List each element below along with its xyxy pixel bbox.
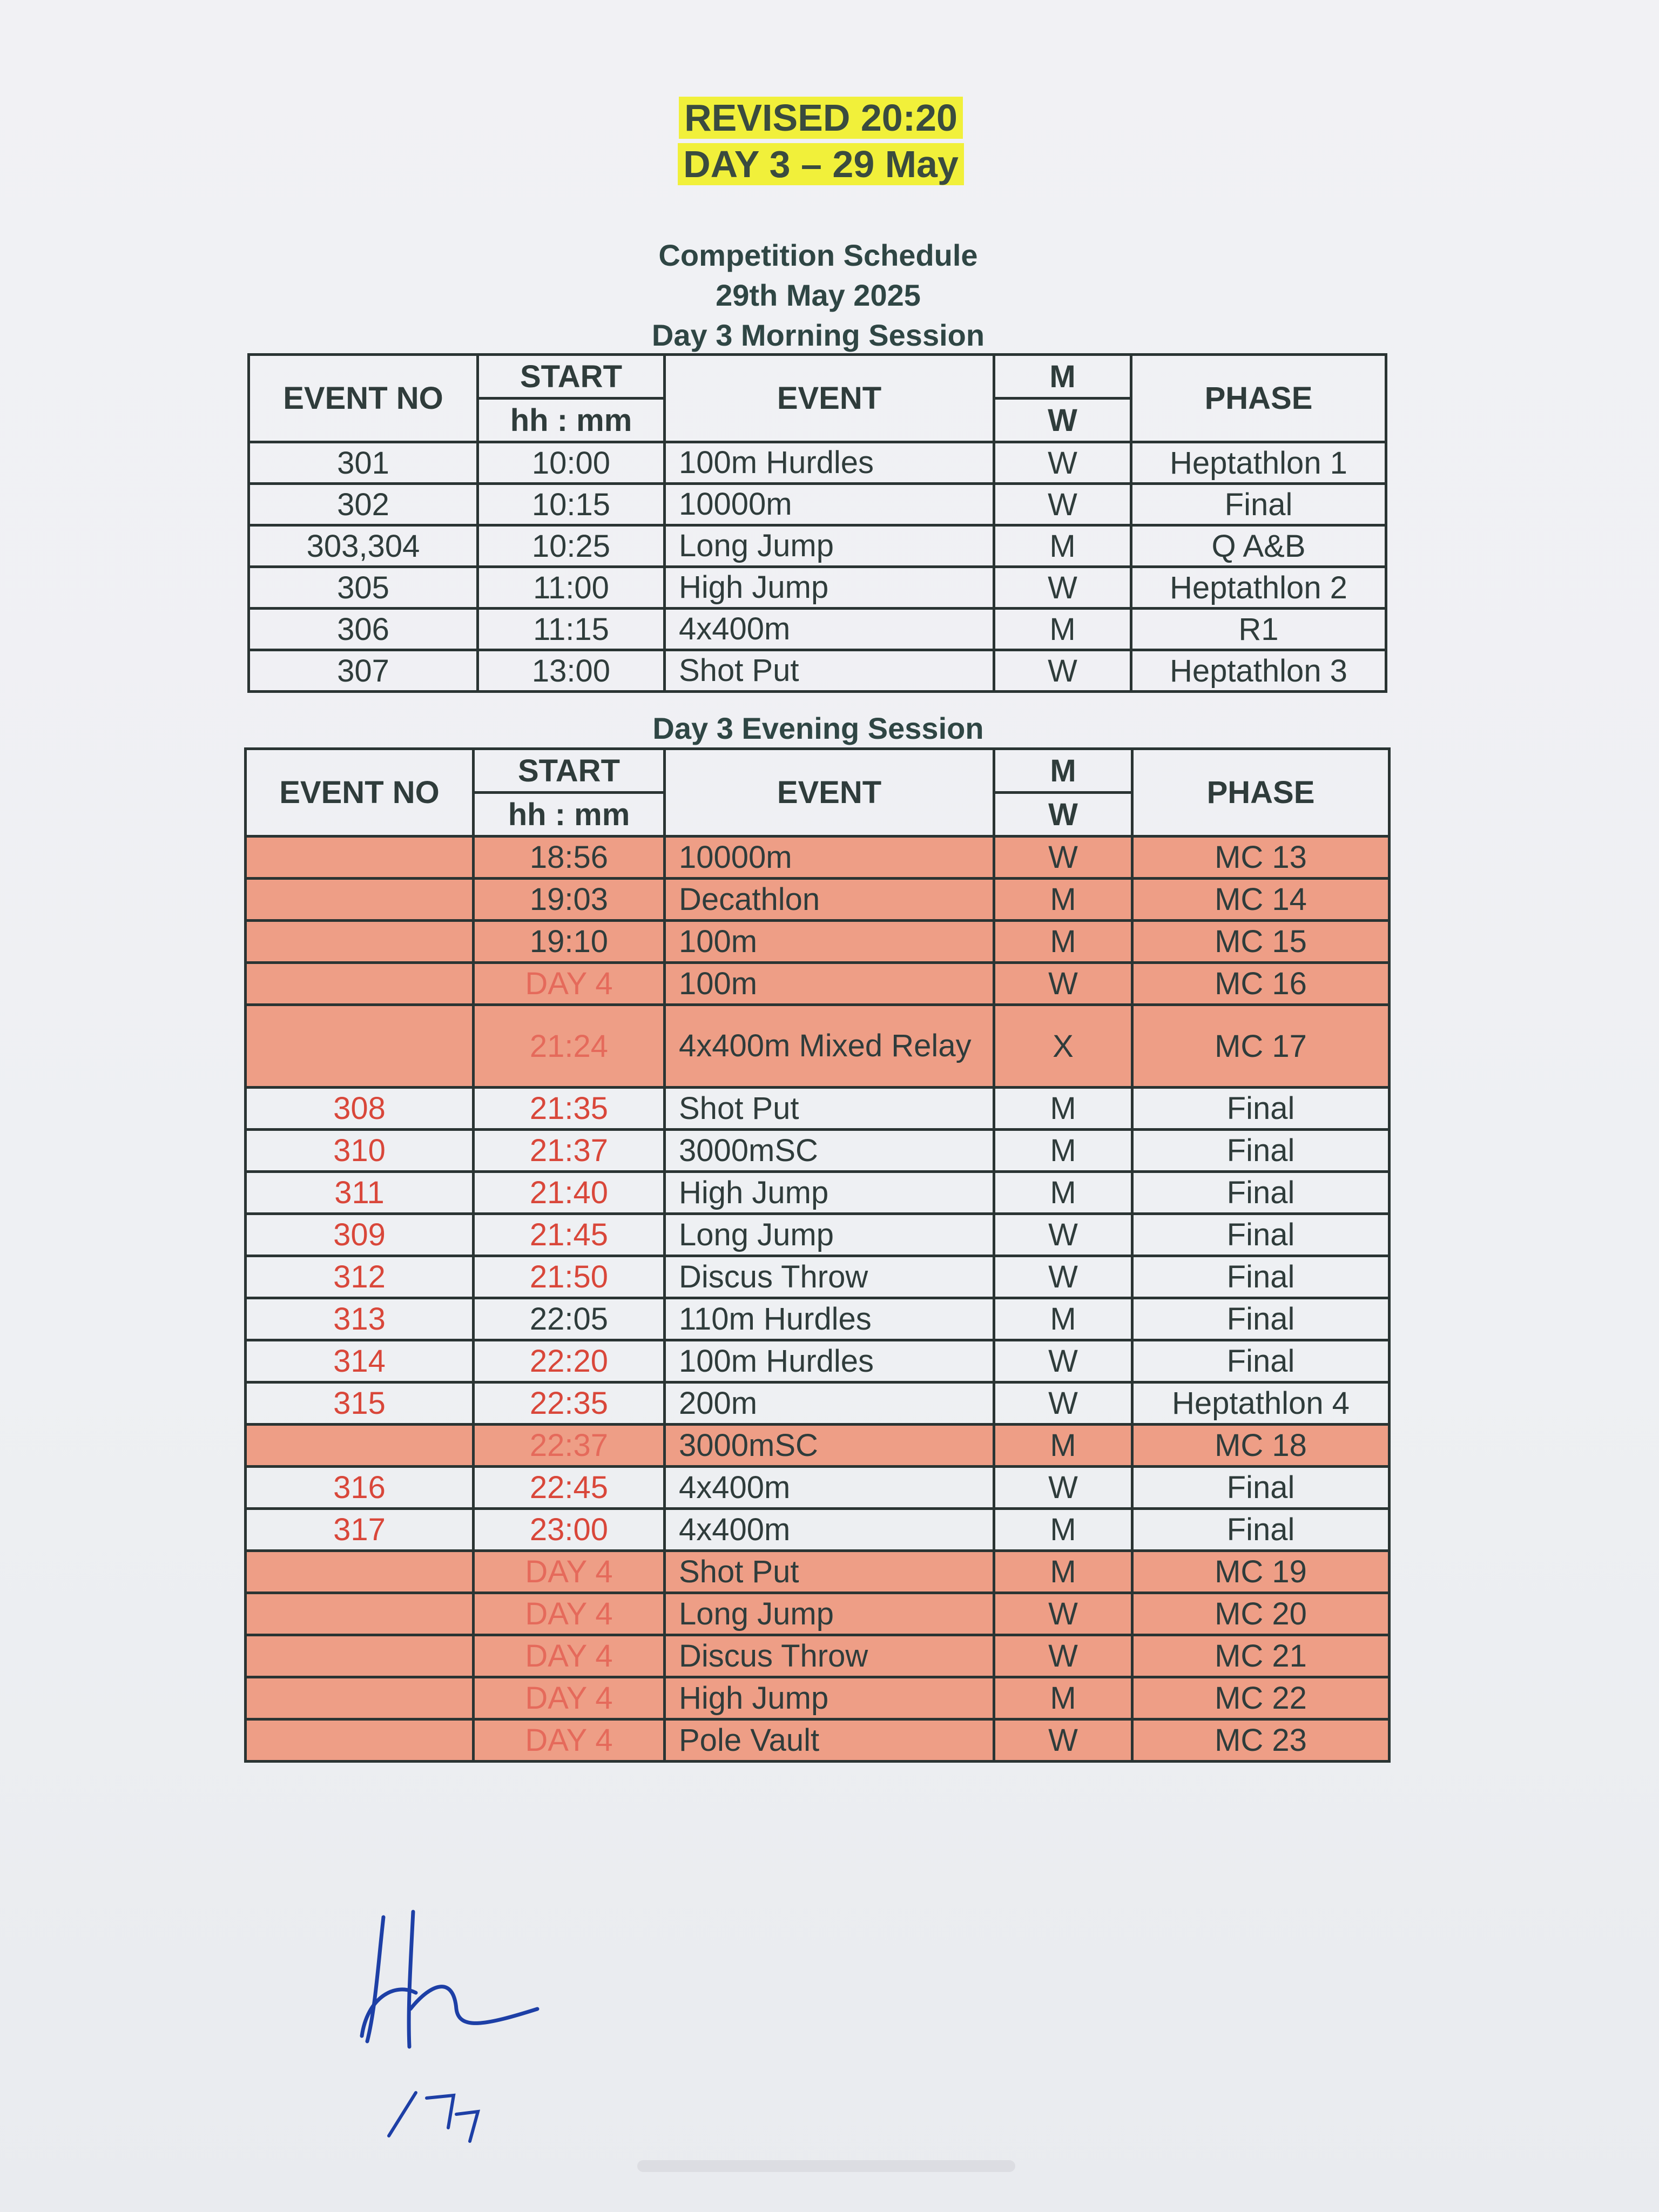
table-row	[249, 650, 1386, 692]
gender-cell: W	[994, 567, 1131, 609]
doc-date: 29th May 2025	[716, 278, 921, 312]
event-name-cell: 110m Hurdles	[665, 1298, 994, 1340]
table-row	[246, 1719, 1390, 1762]
header-phase: PHASE	[1131, 355, 1386, 442]
header-event-no: EVENT NO	[246, 749, 474, 837]
phase-cell: MC 14	[1132, 879, 1390, 921]
gender-cell: W	[994, 1214, 1132, 1256]
evening-schedule-table	[244, 747, 1391, 1763]
start-time-cell: 21:24	[474, 1005, 665, 1088]
phase-cell: R1	[1131, 609, 1386, 650]
header-gender-w: W	[994, 793, 1132, 837]
phase-cell: MC 23	[1132, 1719, 1390, 1762]
gender-cell: W	[994, 1340, 1132, 1382]
event-no-cell: 317	[246, 1509, 474, 1551]
event-no-cell: 311	[246, 1172, 474, 1214]
phase-cell: Final	[1132, 1298, 1390, 1340]
start-time-cell: 11:00	[478, 567, 665, 609]
table-row	[246, 1467, 1390, 1509]
table-row	[246, 1298, 1390, 1340]
table-row	[246, 1130, 1390, 1172]
gender-cell: M	[994, 1677, 1132, 1719]
morning-schedule-table	[247, 353, 1387, 693]
header-start-format: hh : mm	[474, 793, 665, 837]
event-name-cell: 10000m	[665, 837, 994, 879]
table-row	[249, 442, 1386, 484]
event-name-cell: High Jump	[665, 567, 994, 609]
gender-cell: M	[994, 1088, 1132, 1130]
event-name-cell: Long Jump	[665, 1214, 994, 1256]
event-name-cell: 100m	[665, 963, 994, 1005]
table-row	[246, 1214, 1390, 1256]
table-row	[246, 1551, 1390, 1593]
phase-cell: Q A&B	[1131, 525, 1386, 567]
event-no-cell	[246, 837, 474, 879]
table-row	[249, 567, 1386, 609]
event-name-cell: 100m	[665, 921, 994, 963]
table-row	[246, 1382, 1390, 1425]
gender-cell: M	[994, 609, 1131, 650]
phase-cell: Final	[1132, 1130, 1390, 1172]
start-time-cell: 22:05	[474, 1298, 665, 1340]
event-no-cell: 316	[246, 1467, 474, 1509]
gender-cell: W	[994, 1467, 1132, 1509]
event-name-cell: Shot Put	[665, 1551, 994, 1593]
event-no-cell: 308	[246, 1088, 474, 1130]
event-no-cell: 307	[249, 650, 478, 692]
start-time-cell: 21:35	[474, 1088, 665, 1130]
phase-cell: Heptathlon 1	[1131, 442, 1386, 484]
gender-cell: W	[994, 484, 1131, 525]
event-no-cell: 315	[246, 1382, 474, 1425]
start-time-cell: DAY 4	[474, 1635, 665, 1677]
start-time-cell: DAY 4	[474, 1593, 665, 1635]
revised-notice: REVISED 20:20	[675, 95, 967, 140]
gender-cell: W	[994, 442, 1131, 484]
event-name-cell: Long Jump	[665, 1593, 994, 1635]
event-no-cell	[246, 1719, 474, 1762]
table-row	[246, 1509, 1390, 1551]
gender-cell: M	[994, 1298, 1132, 1340]
event-no-cell	[246, 1677, 474, 1719]
start-time-cell: 10:25	[478, 525, 665, 567]
header-gender-m: M	[994, 355, 1131, 399]
event-no-cell: 310	[246, 1130, 474, 1172]
event-name-cell: Shot Put	[665, 650, 994, 692]
evening-session-heading: Day 3 Evening Session	[652, 711, 984, 745]
event-name-cell: Shot Put	[665, 1088, 994, 1130]
table-row	[246, 1005, 1390, 1088]
event-name-cell: 10000m	[665, 484, 994, 525]
gender-cell: W	[994, 1635, 1132, 1677]
start-time-cell: 21:40	[474, 1172, 665, 1214]
start-time-cell: 22:35	[474, 1382, 665, 1425]
event-no-cell: 306	[249, 609, 478, 650]
header-start: START	[474, 749, 665, 793]
event-no-cell: 303,304	[249, 525, 478, 567]
header-start-format: hh : mm	[478, 399, 665, 442]
start-time-cell: 19:03	[474, 879, 665, 921]
gender-cell: M	[994, 525, 1131, 567]
photo-glare	[637, 2160, 1015, 2172]
event-name-cell: Decathlon	[665, 879, 994, 921]
gender-cell: W	[994, 1719, 1132, 1762]
header-event-no: EVENT NO	[249, 355, 478, 442]
event-name-cell: Discus Throw	[665, 1635, 994, 1677]
event-name-cell: Discus Throw	[665, 1256, 994, 1298]
phase-cell: MC 22	[1132, 1677, 1390, 1719]
start-time-cell: 22:20	[474, 1340, 665, 1382]
table-row	[246, 1256, 1390, 1298]
gender-cell: M	[994, 1425, 1132, 1467]
phase-cell: Final	[1132, 1467, 1390, 1509]
phase-cell: Final	[1132, 1172, 1390, 1214]
event-name-cell: 100m Hurdles	[665, 442, 994, 484]
event-name-cell: 3000mSC	[665, 1130, 994, 1172]
event-name-cell: High Jump	[665, 1677, 994, 1719]
table-row	[246, 1677, 1390, 1719]
gender-cell: W	[994, 963, 1132, 1005]
table-row	[249, 525, 1386, 567]
gender-cell: W	[994, 837, 1132, 879]
gender-cell: W	[994, 1593, 1132, 1635]
gender-cell: M	[994, 1130, 1132, 1172]
gender-cell: X	[994, 1005, 1132, 1088]
event-no-cell: 302	[249, 484, 478, 525]
start-time-cell: 11:15	[478, 609, 665, 650]
table-row	[246, 837, 1390, 879]
event-no-cell: 314	[246, 1340, 474, 1382]
table-row	[246, 963, 1390, 1005]
phase-cell: Final	[1132, 1256, 1390, 1298]
start-time-cell: DAY 4	[474, 1719, 665, 1762]
gender-cell: W	[994, 1256, 1132, 1298]
start-time-cell: 18:56	[474, 837, 665, 879]
phase-cell: Final	[1132, 1509, 1390, 1551]
table-row	[249, 609, 1386, 650]
start-time-cell: DAY 4	[474, 1551, 665, 1593]
header-event: EVENT	[665, 355, 994, 442]
table-row	[246, 921, 1390, 963]
gender-cell: W	[994, 1382, 1132, 1425]
event-name-cell: 200m	[665, 1382, 994, 1425]
header-gender-m: M	[994, 749, 1132, 793]
gender-cell: M	[994, 1172, 1132, 1214]
start-time-cell: 22:37	[474, 1425, 665, 1467]
phase-cell: MC 16	[1132, 963, 1390, 1005]
start-time-cell: 21:50	[474, 1256, 665, 1298]
start-time-cell: 13:00	[478, 650, 665, 692]
start-time-cell: 10:15	[478, 484, 665, 525]
header-phase: PHASE	[1132, 749, 1390, 837]
table-row	[246, 1088, 1390, 1130]
phase-cell: Final	[1132, 1340, 1390, 1382]
event-name-cell: 100m Hurdles	[665, 1340, 994, 1382]
start-time-cell: 23:00	[474, 1509, 665, 1551]
event-no-cell: 313	[246, 1298, 474, 1340]
phase-cell: MC 17	[1132, 1005, 1390, 1088]
event-name-cell: 3000mSC	[665, 1425, 994, 1467]
event-no-cell	[246, 1593, 474, 1635]
event-no-cell: 309	[246, 1214, 474, 1256]
table-row	[246, 879, 1390, 921]
doc-title: Competition Schedule	[658, 238, 978, 272]
phase-cell: Final	[1132, 1214, 1390, 1256]
event-name-cell: Pole Vault	[665, 1719, 994, 1762]
event-name-cell: 4x400m	[665, 1467, 994, 1509]
event-no-cell	[246, 1425, 474, 1467]
event-no-cell	[246, 1005, 474, 1088]
event-name-cell: 4x400m Mixed Relay	[665, 1005, 994, 1088]
start-time-cell: 22:45	[474, 1467, 665, 1509]
start-time-cell: DAY 4	[474, 1677, 665, 1719]
table-row	[249, 484, 1386, 525]
event-no-cell	[246, 879, 474, 921]
phase-cell: MC 13	[1132, 837, 1390, 879]
event-name-cell: High Jump	[665, 1172, 994, 1214]
phase-cell: MC 20	[1132, 1593, 1390, 1635]
start-time-cell: 21:45	[474, 1214, 665, 1256]
table-row	[246, 1593, 1390, 1635]
phase-cell: Heptathlon 4	[1132, 1382, 1390, 1425]
gender-cell: M	[994, 879, 1132, 921]
event-name-cell: Long Jump	[665, 525, 994, 567]
event-no-cell	[246, 921, 474, 963]
table-row	[246, 1635, 1390, 1677]
event-no-cell: 301	[249, 442, 478, 484]
phase-cell: MC 18	[1132, 1425, 1390, 1467]
event-no-cell: 305	[249, 567, 478, 609]
phase-cell: Final	[1132, 1088, 1390, 1130]
gender-cell: M	[994, 1551, 1132, 1593]
event-name-cell: 4x400m	[665, 609, 994, 650]
start-time-cell: 19:10	[474, 921, 665, 963]
phase-cell: Heptathlon 2	[1131, 567, 1386, 609]
phase-cell: MC 15	[1132, 921, 1390, 963]
header-event: EVENT	[665, 749, 994, 837]
morning-session-heading: Day 3 Morning Session	[651, 318, 985, 352]
event-no-cell: 312	[246, 1256, 474, 1298]
event-name-cell: 4x400m	[665, 1509, 994, 1551]
day-date-notice: DAY 3 – 29 May	[675, 141, 967, 187]
phase-cell: Final	[1131, 484, 1386, 525]
start-time-cell: DAY 4	[474, 963, 665, 1005]
phase-cell: MC 19	[1132, 1551, 1390, 1593]
table-row	[246, 1340, 1390, 1382]
start-time-cell: 10:00	[478, 442, 665, 484]
event-no-cell	[246, 1551, 474, 1593]
event-no-cell	[246, 1635, 474, 1677]
phase-cell: MC 21	[1132, 1635, 1390, 1677]
table-row	[246, 1425, 1390, 1467]
gender-cell: M	[994, 1509, 1132, 1551]
phase-cell: Heptathlon 3	[1131, 650, 1386, 692]
table-row	[246, 1172, 1390, 1214]
handwritten-signature	[346, 1901, 572, 2171]
start-time-cell: 21:37	[474, 1130, 665, 1172]
gender-cell: M	[994, 921, 1132, 963]
gender-cell: W	[994, 650, 1131, 692]
header-gender-w: W	[994, 399, 1131, 442]
event-no-cell	[246, 963, 474, 1005]
header-start: START	[478, 355, 665, 399]
